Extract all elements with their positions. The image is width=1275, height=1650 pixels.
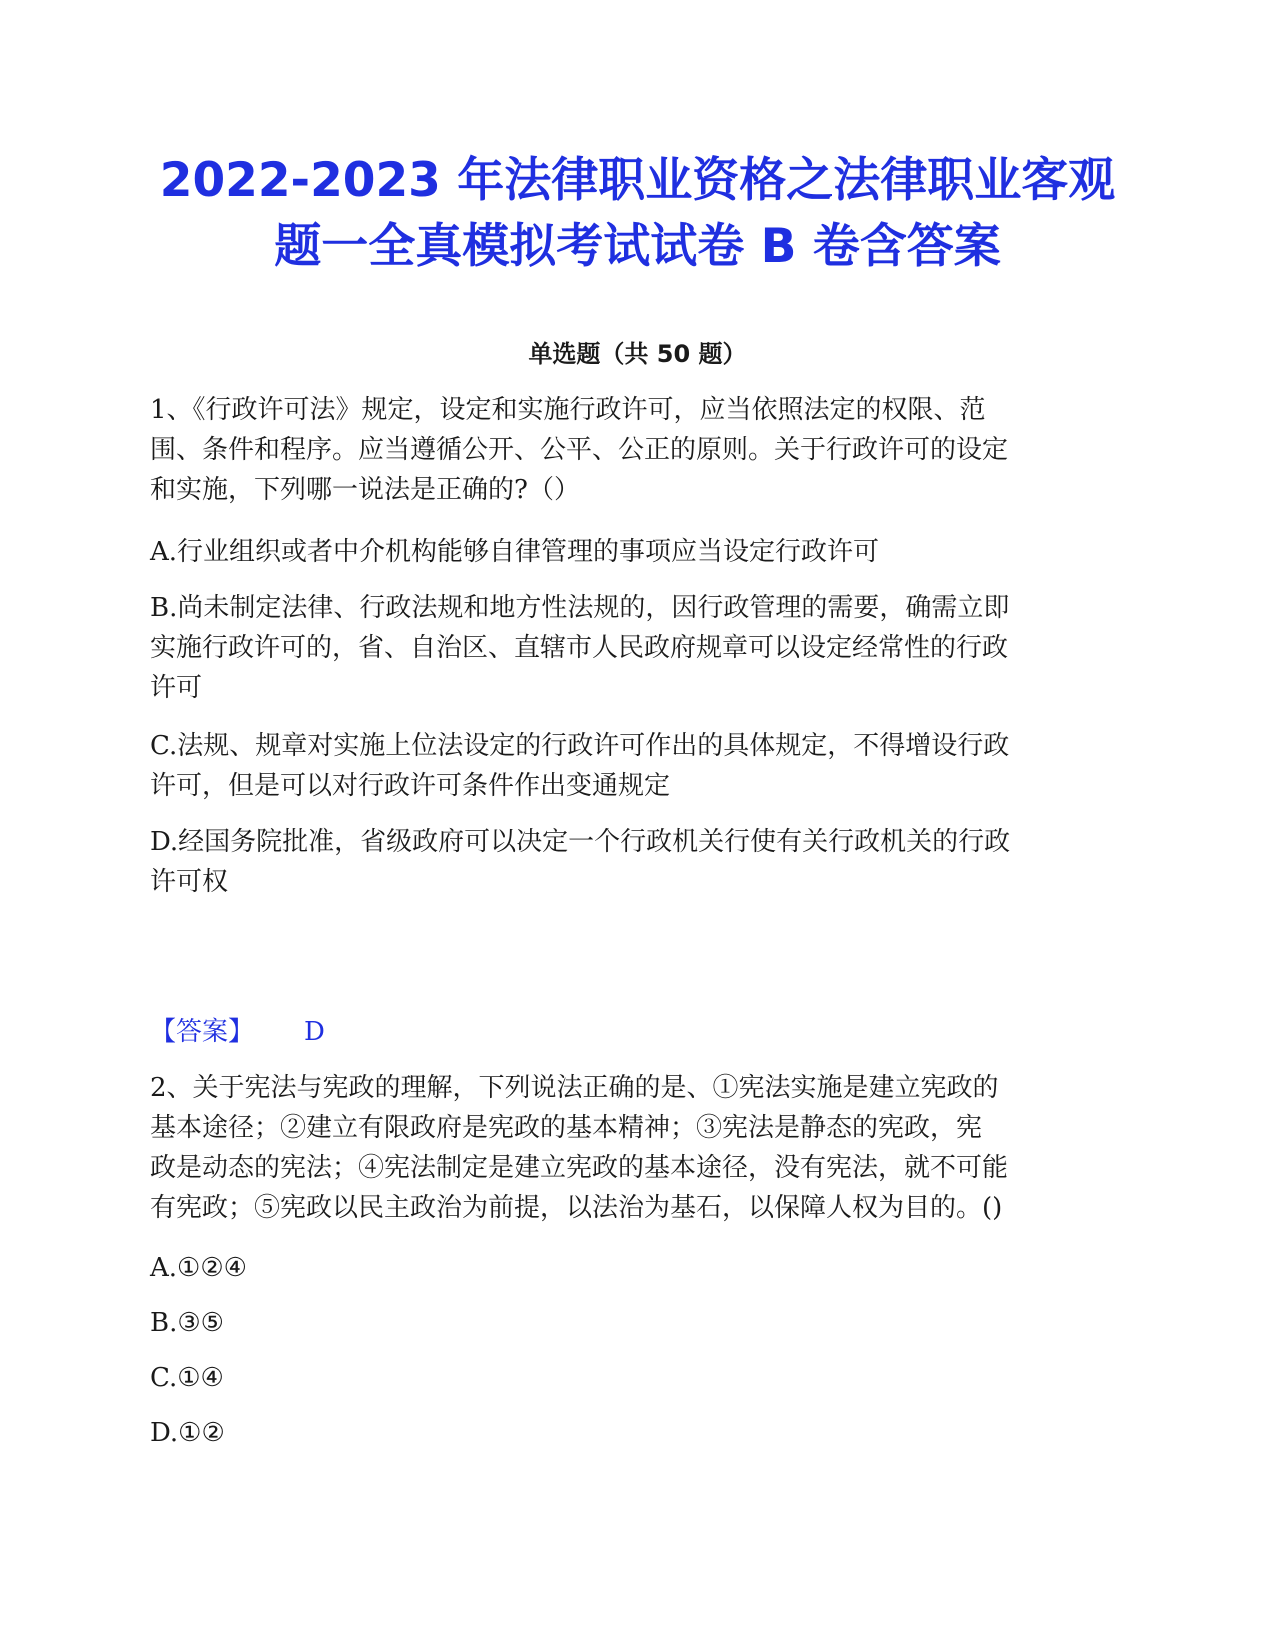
question-1-option-c <box>150 726 1125 806</box>
question-2-option-b <box>150 1303 1125 1343</box>
option-line: D.经国务院批准，省级政府可以决定一个行政机关行使有关行政机关的行政 <box>150 827 1011 857</box>
question-2-option-c <box>150 1358 1125 1398</box>
question-2-option-d <box>150 1413 1125 1453</box>
question-2-stem-line: 基本途径；②建立有限政府是宪政的基本精神；③宪法是静态的宪政，宪 <box>150 1113 983 1143</box>
question-2-stem <box>150 1068 1125 1228</box>
question-2-stem-line: 有宪政；⑤宪政以民主政治为前提，以法治为基石，以保障人权为目的。() <box>150 1193 1003 1223</box>
title-line-1: 2022-2023 年法律职业资格之法律职业客观 <box>159 153 1116 208</box>
question-1-option-a <box>150 532 1125 572</box>
question-1-answer <box>150 1012 325 1052</box>
option-line: 实施行政许可的，省、自治区、直辖市人民政府规章可以设定经常性的行政 <box>150 633 1009 663</box>
option-line: 许可权 <box>150 867 229 897</box>
option-line: A.行业组织或者中介机构能够自律管理的事项应当设定行政许可 <box>150 537 880 567</box>
question-1-stem-line: 1、《行政许可法》规定，设定和实施行政许可，应当依照法定的权限、范 <box>150 395 986 425</box>
question-2-stem-line: 2、关于宪法与宪政的理解，下列说法正确的是、①宪法实施是建立宪政的 <box>150 1073 999 1103</box>
question-2-option-a <box>150 1248 1125 1288</box>
document-title <box>120 148 1155 280</box>
option-line: 许可 <box>150 673 203 703</box>
question-1-option-d <box>150 822 1125 902</box>
question-1-stem-line: 围、条件和程序。应当遵循公开、公平、公正的原则。关于行政许可的设定 <box>150 435 1009 465</box>
title-line-2: 题一全真模拟考试试卷 B 卷含答案 <box>274 219 1001 274</box>
section-header: 单选题（共 50 题） <box>528 340 747 368</box>
option-line: 许可，但是可以对行政许可条件作出变通规定 <box>150 771 671 801</box>
option-line: B.③⑤ <box>150 1308 224 1338</box>
option-line: D.①② <box>150 1418 225 1448</box>
question-1-option-b <box>150 588 1125 708</box>
option-line: B.尚未制定法律、行政法规和地方性法规的，因行政管理的需要，确需立即 <box>150 593 1010 623</box>
question-1-stem-line: 和实施，下列哪一说法是正确的?（） <box>150 475 580 505</box>
question-1-stem <box>150 390 1125 510</box>
answer-value: D <box>304 1017 325 1047</box>
option-line: A.①②④ <box>150 1253 247 1283</box>
option-line: C.①④ <box>150 1363 224 1393</box>
question-2-stem-line: 政是动态的宪法；④宪法制定是建立宪政的基本途径，没有宪法，就不可能 <box>150 1153 1009 1183</box>
option-line: C.法规、规章对实施上位法设定的行政许可作出的具体规定，不得增设行政 <box>150 731 1010 761</box>
answer-label: 【答案】 <box>150 1017 255 1047</box>
